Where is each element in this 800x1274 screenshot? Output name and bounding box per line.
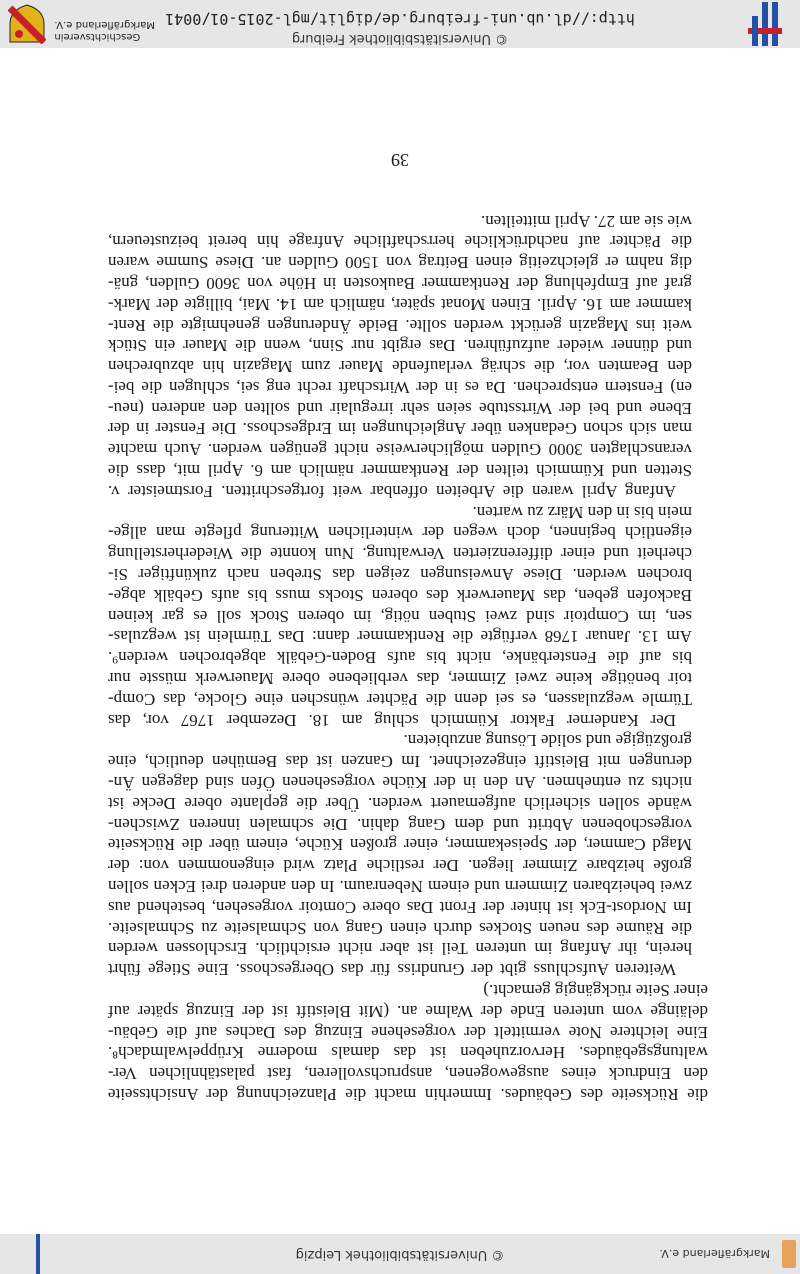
text-line: wie sie am 27. April mitteilten. xyxy=(480,211,692,231)
top-left-caption: Markgräflerland e.V. xyxy=(659,1247,770,1260)
text-line: wände sollen sicherlich aufgemauert werden. Über die geplante obere Decke ist xyxy=(108,793,692,813)
text-line: derungen mit Bleistift eingezeichnet. Im Ganzen ist das Bemühen deutlich, eine xyxy=(108,752,692,772)
text-line: eigentlich beginnen, doch wegen der winterlichen Witterung pflegte man allge- xyxy=(108,523,692,543)
paragraph xyxy=(108,210,708,501)
paragraph xyxy=(108,501,708,730)
text-line: dig nahm er gleichzeitig einen Beitrag von 1500 Gulden an. Diese Summe waren xyxy=(108,253,692,273)
text-line: man sich schon Gedanken über Angleichungen im Erdgeschoss. Die Fenster in der xyxy=(108,419,692,439)
text-line: große heizbare Zimmer liegen. Der restliche Platz wird eingenommen von: der xyxy=(108,856,692,876)
bottom-copyright-text: © Universitätsbibliothek Freiburg xyxy=(291,31,509,46)
text-line: mein bis in den März zu warten. xyxy=(472,502,692,522)
text-line: cherheit und einer differenzierten Verwaltung. Nun konnte die Wiederherstellung xyxy=(108,544,692,564)
text-line: den Beamten vor, die schräg verlaufende Mauer zum Magazin hin abzubrechen xyxy=(108,357,692,377)
text-line: Weiteren Aufschluss gibt der Grundriss für das Obergeschoss. Eine Stiege führt xyxy=(108,960,676,980)
text-line: und dünner wieder aufzuführen. Das ergibt nur Sinn, wenn die Mauer ein Stück xyxy=(108,336,692,356)
text-line: veranschlagten 3000 Gulden möglicherweise nicht genügen werden. Auch machte xyxy=(108,440,692,460)
text-line: Der Kanderner Faktor Kümmich schlug am 18. Dezember 1767 vor, das xyxy=(108,710,676,730)
text-line: graf auf Empfehlung der Rentkammer Baukosten in Höhe von 3600 Gulden, gnä- xyxy=(108,273,692,293)
text-line: einer Seite rückgängig gemacht.) xyxy=(483,981,708,1001)
society-crest-logo xyxy=(8,0,46,44)
text-line: Eine leichtere Note vermittelt der vorgesehene Einzug des Daches auf die Gebäu- xyxy=(108,1022,708,1042)
viewer-top-bar xyxy=(0,1234,800,1274)
text-line: Türmle wegzulassen, es sei denn die Pächter wünschen eine Glocke, das Comp- xyxy=(108,689,692,709)
text-line: vorgeschobenen Abtritt und dem Gang dahin. Die schmalen inneren Zwischen- xyxy=(108,814,692,834)
text-line: Stetten und Kümmich teilten der Rentkammer nämlich am 6. April mit, dass die xyxy=(108,461,692,481)
text-line: toir benötige keine zwei Zimmer, das verbliebene obere Mauerwerk müsste nur xyxy=(108,669,692,689)
page-number: 39 xyxy=(391,150,409,170)
text-line: en) Fenstern entsprechen. Da es in der Wirtschaft recht eng sei, schlugen die bei- xyxy=(108,377,692,397)
text-line: Anfang April waren die Arbeiten offenbar weit fortgeschritten. Forstmeister v. xyxy=(108,481,676,501)
text-line: sen, im Comptoir sind zwei Stuben nötig, im oberen Stock soll es gar keinen xyxy=(108,606,692,626)
text-line: großzügige und solide Lösung anzubieten. xyxy=(403,731,692,751)
text-line: Am 13. Januar 1768 verfügte die Rentkammer dann: Das Türmlein ist wegzulas- xyxy=(108,627,692,647)
text-line: waltungsgebäudes. Hervorzuheben ist das damals moderne Krüppelwalmdach⁸. xyxy=(108,1043,708,1063)
text-line: zwei beheizbaren Zimmern und einem Nebenraum. In den anderen drei Ecken sollen xyxy=(108,877,692,897)
text-line: kammer am 16. April. Einen Monat später, nämlich am 14. Mai, billigte der Mark- xyxy=(108,294,692,314)
text-line: deläinge vom unteren Ende der Walme an. (Mit Bleistift ist der Einzug später auf xyxy=(108,1001,708,1021)
society-caption-line-2: Markgräflerland e.V. xyxy=(54,19,155,30)
text-line: Im Nordost-Eck ist hinter der Front Das obere Comtoir vorgesehen, bestehend aus xyxy=(108,897,692,917)
text-line: die Pächter auf nachdrückliche herrschaftliche Anfrage hin bereit beizusteuern, xyxy=(108,232,692,252)
paragraph xyxy=(108,979,708,1104)
ub-logo-bar xyxy=(36,1234,40,1274)
text-line: bis auf die Fensterbänke, nicht bis aufs Boden-Gebälk abgebrochen werden⁹. xyxy=(108,648,692,668)
page-body xyxy=(108,210,708,1104)
text-line: Backofen geben, das Mauerwerk des oberen Stocks muss bis aufs Gebälk abge- xyxy=(108,585,692,605)
text-line: herein, ihr Anfang im unteren Teil ist aber nicht ersichtlich. Erschlossen werden xyxy=(108,939,692,959)
paragraph xyxy=(108,730,708,980)
top-copyright-text: © Universitätsbibliothek Leipzig xyxy=(295,1247,505,1262)
text-line: die Räume des neuen Stockes durch einen Gang von Schmalseite zu Schmalseite. xyxy=(108,918,692,938)
permalink-url[interactable]: http://dl.ub.uni-freiburg.de/diglit/mgl-2015-01/0041 xyxy=(165,10,635,28)
text-line: den Eindruck eines ausgewogenen, anspruchsvolleren, fast palastähnlichen Ver- xyxy=(108,1064,708,1084)
text-line: brochen werden. Diese Anweisungen zeigen das Streben nach zukünftiger Si- xyxy=(108,565,692,585)
viewer-bottom-bar xyxy=(0,0,800,48)
text-line: die Rückseite des Gebäudes. Immerhin macht die Planzeichnung der Ansichtsseite xyxy=(108,1085,708,1104)
text-line: nichts zu entnehmen. An den in der Küche vorgesehenen Öfen sind dagegen Än- xyxy=(108,773,692,793)
society-caption xyxy=(54,18,155,42)
text-line: weit ins Magazin gerückt werden sollte. Beide Änderungen genehmigte die Rent- xyxy=(108,315,692,335)
text-line: Ebene und bei der Wirtsstube seien sehr irregulair und sollten den anderen (neu- xyxy=(108,398,692,418)
society-caption-line-1: Geschichtsverein xyxy=(54,31,141,42)
text-line: Magd Cammer, der Speisekammer, einer großen Küche, einem über die Rückseite xyxy=(108,835,692,855)
